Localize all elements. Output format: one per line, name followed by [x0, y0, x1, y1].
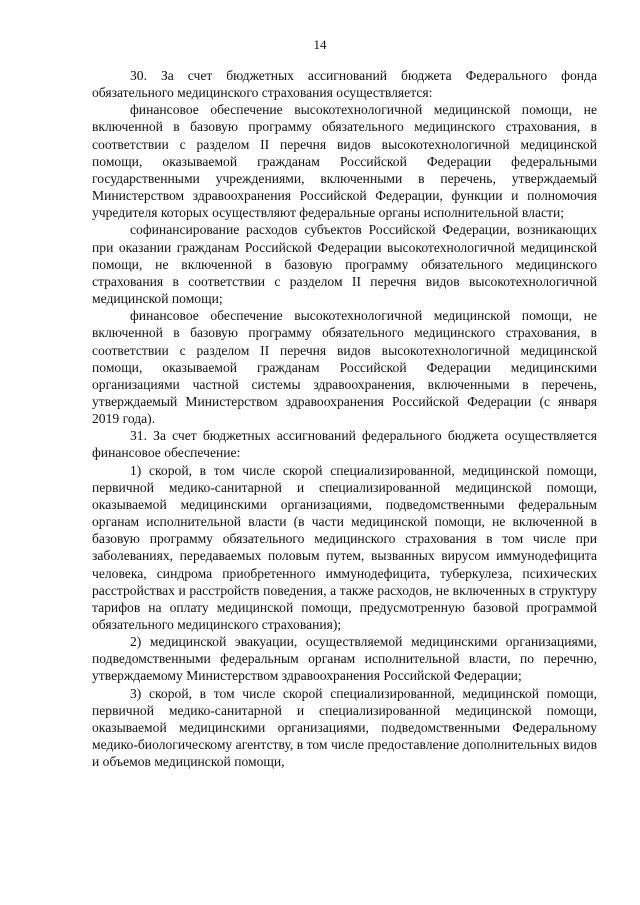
paragraph-30-intro: 30. За счет бюджетных ассигнований бюджета Федерального фонда обязательного медицинского страхования осуществляется:: [92, 68, 597, 101]
paragraph-31-intro: 31. За счет бюджетных ассигнований федерального бюджета осуществляется финансовое обеспечение:: [92, 428, 597, 461]
paragraph-item-2: 2) медицинской эвакуации, осуществляемой медицинскими организациями, подведомственными федеральным органам исполнительной власти, по перечню, утверждаемому Министерством здравоохранения Российской Федерации;: [92, 634, 597, 684]
paragraph-cofinancing: софинансирование расходов субъектов Российской Федерации, возникающих при оказании гражданам Российской Федерации высокотехнологичной медицинской помощи, не включенной в базовую программу обязательного медицинского страхования в соответствии с разделом II перечня видов высокотехнологичной медицинской помощи;: [92, 222, 597, 307]
paragraph-vmp-private: финансовое обеспечение высокотехнологичной медицинской помощи, не включенной в базовую программу обязательного медицинского страхования, в соответствии с разделом II перечня видов высокотехнологичной медицинской помощи, оказываемой гражданам Российской Федерации медицинскими организациями частной системы здравоохранения, включенными в перечень, утверждаемый Министерством здравоохранения Российской Федерации (с января 2019 года).: [92, 308, 597, 427]
page-number: 14: [313, 37, 327, 52]
paragraph-vmp-federal: финансовое обеспечение высокотехнологичной медицинской помощи, не включенной в базовую программу обязательного медицинского страхования, в соответствии с разделом II перечня видов высокотехнологичной медицинской помощи, оказываемой гражданам Российской Федерации федеральными государственными учреждениями, включенными в перечень, утверждаемый Министерством здравоохранения Российской Федерации, функции и полномочия учредителя которых осуществляют федеральные органы исполнительной власти;: [92, 102, 597, 221]
paragraph-item-1: 1) скорой, в том числе скорой специализированной, медицинской помощи, первичной медико-санитарной и специализированной медицинской помощи, оказываемой медицинскими организациями, подведомственными федеральным органам исполнительной власти (в части медицинской помощи, не включенной в базовую программу обязательного медицинского страхования в том числе при заболеваниях, передаваемых половым путем, вызванных вирусом иммунодефицита человека, синдрома приобретенного иммунодефицита, туберкулеза, психических расстройствах и расстройств поведения, а также расходов, не включенных в структуру тарифов на оплату медицинской помощи, предусмотренную базовой программой обязательного медицинского страхования);: [92, 462, 597, 632]
document-body: [92, 67, 597, 770]
paragraph-item-3: 3) скорой, в том числе скорой специализированной, медицинской помощи, первичной медико-санитарной и специализированной медицинской помощи, оказываемой медицинскими организациями, подведомственными Федеральному медико-биологическому агентству, в том числе предоставление дополнительных видов и объемов медицинской помощи,: [92, 685, 597, 770]
